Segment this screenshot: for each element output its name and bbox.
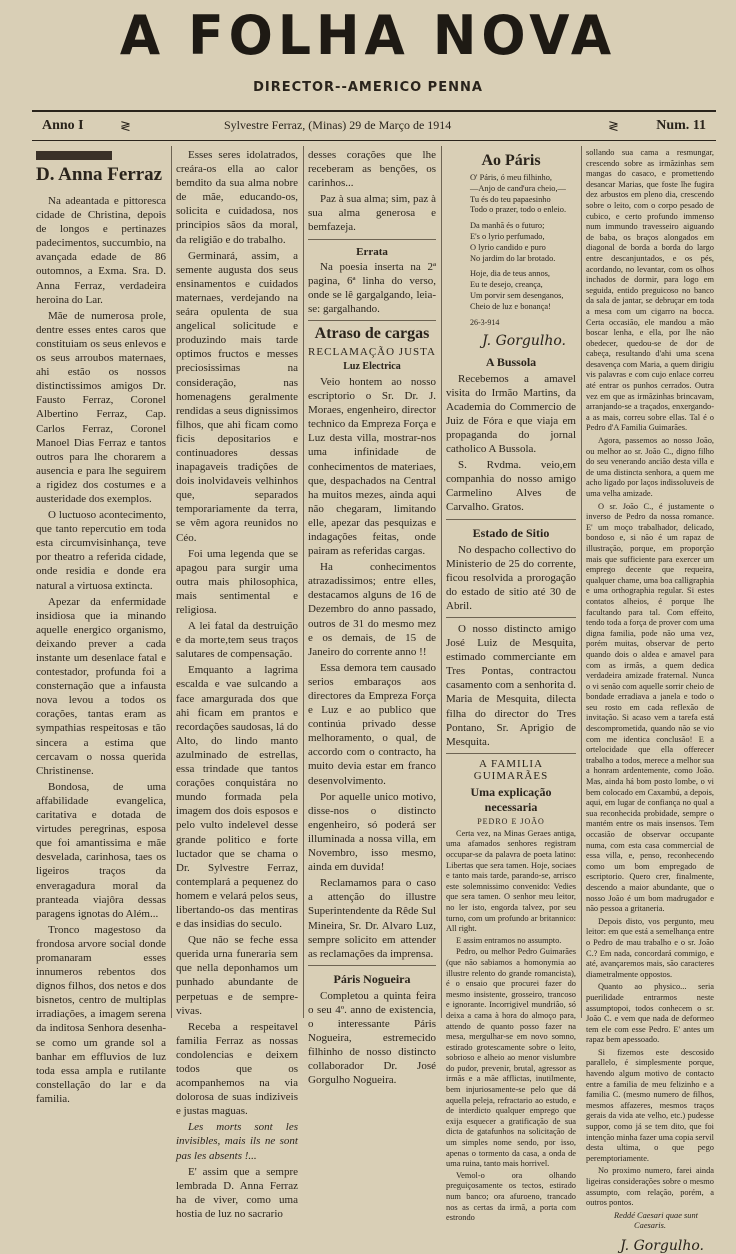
header-ornament	[36, 151, 112, 160]
column-2	[176, 148, 298, 1220]
divider	[308, 965, 436, 966]
paragraph: O sr. João C., é justamente o inverso de Pedro da nossa romance. E' um moço trabalhador, delicado, bondoso e, si não é um rapaz de illustração, porque, em proporção mais que sufficiente para exercer um emprego decente que requeira, qualquer chame, uma boa calligraphia e uma orthographia regular. Si estes contatos alheios, é porque lhe facultando para tal. Com effeito, tendo toda a força de prover com uma digna familia, pode não uma vez, porém muitas, observar de perto quando dois o aldea e amavel para com as irmãs, a quem dedica verdadeira amizade fraternal. Nunca o vi senão com aquelle sorrir cheio de bondade erradiava a janela e todo o seu rosto em cada reflexão de invitação. Si acaso vem a tarefa está descomprometida, quando não se vio com me identica conclusão! E a ortelocidade que ella offerecer trabalho a todos, merece a melhor sua a honram ardentemente, como João. Mas, ainda há bom posto lombe, o vi bem colocado em Caxambú, a depois, aqui, em lugar de confiança no qual a sua reconhecida probidade, sempre o mantém entre os mais insensos. Tem occasião de observar occupante numa, com esta casa commercial de essa villa, e, penso, reconhecendo como um bom empregado de escriptorio. Quero crer, finalmente, descendo a maior abundante, que o nosso João é um bom madrugador e não pessoa a gritaneria.	[586, 501, 714, 914]
heading-errata: Errata	[356, 245, 388, 258]
subheading-explicacao: Uma explicação necessaria	[470, 784, 552, 814]
paragraph: Foi uma legenda que se apagou para surgir uma outra mais philosophica, mais sentimental e religiosa.	[176, 547, 298, 616]
poem-stanza	[470, 173, 576, 216]
paragraph: Germinará, assim, a semente augusta dos seus ensinamentos e cuidados maternaes, verdejando na seára opulenta de sua angelical solicitude e produzindo mais tarde optimos fructos e messes preciosissimas na consideração, nas homenagens geralmente rendidas a seus dignissimos filhos, que ahi ficam como ficis depositarios e continuadores dessas inapagaveis tradições de dois inolvidaveis velhinhos que, separados temporariamente da terra, se vêm agora reunidos no Céo.	[176, 249, 298, 544]
info-bar	[34, 116, 714, 138]
heading-atraso-cargas: Atraso de cargas	[314, 324, 430, 342]
poem-line: Hoje, dia de teus annos,	[470, 269, 551, 279]
paragraph: Reclamamos para o caso a attenção do illustre Superintendente da Rêde Sul Mineira, Sr. Dr. Alvaro Luz, sempre solicito em attender as reclamações da imprensa.	[308, 877, 436, 960]
heading-familia-guimaraes: A FAMILIA GUIMARÃES	[473, 757, 549, 782]
paragraph: Na adeantada e pittoresca cidade de Christina, depois de longos e pertinazes padecimentos, succumbio, na avançada edade de 86 outomnos, a Exma. Sra. D. Anna Ferraz, verdadeira heroina do Lar.	[36, 195, 166, 306]
heading-estado-sitio: Estado de Sitio	[472, 525, 550, 540]
byline: PEDRO E JOÃO	[477, 816, 545, 826]
poem-line: Um porvir sem desenganos,	[470, 290, 564, 300]
paragraph: desses corações que lhe receberam as benções, os carinhos...	[308, 149, 436, 190]
volume-label: Anno I	[42, 118, 84, 133]
signature: J. Gorgulho.	[482, 332, 566, 349]
paragraph: Si fizemos este descosido parallelo, é simplesmente porque, havendo algum motivo de contacto entre a familia de meu felizinho e a familia C. (mesmo numero de filhos, mesmos affazeres, mesmos traços gerais da vida ate velho, etc.) pudesse suppor, como já se tem dito, que foi intenção minha fazer uma copia servil desta ultima, o que pego peremptoriamente.	[586, 1047, 714, 1163]
paragraph: Essa demora tem causado serios embaraços aos directores da Empreza Força e Luz e ao publico que continúa privado desse melhoramento, o qual, de accordo com o contracto, ha muito devia estar em franco desenvolvimento.	[308, 661, 436, 787]
paragraph: Completou a quinta feira o seu 4º. anno de existencia, o interessante Páris Nogueira, estremecido filhinho de nosso distincto collaborador Dr. José Gorgulho Nogueira.	[308, 989, 436, 1087]
poem-line: Eu te desejo, creança,	[470, 280, 543, 290]
poem-line: E's o lyrio perfumado,	[470, 231, 545, 241]
divider	[308, 320, 436, 321]
subheading-reclamacao: RECLAMAÇÃO JUSTA	[308, 345, 436, 358]
paragraph: Recebemos a amavel visita do Irmão Martins, da Academia do Commercio de Juiz de Fóra e que viaja em propaganda do jornal catholico A Bussola.	[446, 372, 576, 456]
column-4	[446, 148, 576, 1223]
paragraph: Quanto ao physico... seria puerilidade entrarmos neste assumptopoi, todos conhecem o sr. João C. e vem que nada de deformeo tem ele com esse Pedro. E' antes um rapaz bem apessoado.	[586, 982, 714, 1045]
divider	[446, 519, 576, 520]
paragraph: S. Rvdma. veio,em companhia do nosso amigo Carmelino Alves de Carvalho. Gratos.	[446, 459, 576, 514]
paragraph: Vemol-o ora olhando preguiçosamente os tectos, estirado num banco; ora afuroeno, trancado nos as certas da irmã, a porta com estrondo	[446, 1170, 576, 1223]
column-rule	[171, 146, 172, 1018]
paragraph: Depois disto, vos pergunto, meu leitor: em que está a semelhança entre o Pedro de mau trabalho e o sr. João C.? Em nada, concordará commigo, e até, avançaremos mais, são caracteres diametralmente oppostos.	[586, 916, 714, 979]
heading-ao-paris: Ao Páris	[481, 152, 541, 169]
paragraph: E' assim que a sempre lembrada D. Anna Ferraz ha de viver, como uma hostia de luz no sacrario	[176, 1165, 298, 1220]
paragraph: Na poesia inserta na 2ª pagina, 6ª linha do verso, onde se lê gargalgando, leia-se: gargalhando.	[308, 260, 436, 315]
paragraph: Veio hontem ao nosso escriptorio o Sr. Dr. J. Moraes, engenheiro, director technico da Empreza Força e Luz desta villa, mostrar-nos uma infinidade de conhecimentos de materiaes, que, despachados na Central ha muitos mezes, ainda aqui não chegaram, limitando elle, apezar das pesquizas e indagações feitas, onde pairam as referidas cargas.	[308, 375, 436, 558]
paragraph: Por aquelle unico motivo, disse-nos o distincto engenheiro, só poderá ser illuminada a nossa villa, em Novembro, isso mesmo, ainda em duvida!	[308, 790, 436, 874]
divider	[446, 753, 576, 754]
paragraph: Emquanto a lagrima escalda e vae sulcando a face amargurada dos que ahi ficam em prantos e recordações saudosas, lá do Alto, do lindo manto azulminado de estrellas, essa trindade que tantos corações conquistára no mundo formada pela imagem dos dois esposos e pelo vulto indelevel desse grande politico e forte luctador que se chama o Dr. Sylvestre Ferraz, contemplará a pequenez do homem e velará pelos seus, libertando-os das mentiras e das insidias do seculo.	[176, 664, 298, 931]
paragraph: Tronco magestoso da frondosa arvore social donde promanaram esses innumeros rebentos dos dignos filhos, dos netos e dos bisnetos, centro de multiplas irradiações, a imagem serena da inditosa Senhora desenha-se como um grande sol a banhar em effluvios de luz toda essa ampla e rutilante constellação do lar e da familia.	[36, 923, 166, 1105]
poem-line: Cheio de luz e bonança!	[470, 301, 551, 311]
issue-number: Num. 11	[656, 118, 706, 133]
heading-paris-nogueira: Páris Nogueira	[333, 971, 411, 986]
column-rule	[303, 146, 304, 1018]
paragraph: Que não se feche essa querida urna funeraria sem que nella deponhamos um punhado abundante de perpetuas e de sempre-vivas.	[176, 934, 298, 1017]
poem-line: Tu és do teu papaesinho	[470, 194, 551, 204]
paragraph: sollando sua cama a resmungar, crescendo sobre as irmãzinhas sem mangas do casaco, e promettendo desancar Marias, que foste lhe fugira dez arbustos em pleno dia, crescendo sobre o leito, com o corpo pesado de cubico, e certo profundo immenso num immundo travesseiro aiguando de baba, os braços alongados em diagonal de borda a borda do largo entre descanjuntados, e os pés, acordando, no levantar, com os olhos inchados de dormir, para logo em seguida, entido preguicoso no banco da sala de jantar, se debruçar em toda a mesa com um cigarro na bocca. Certa occasião, ele mandou a mão boscar lenha, e ella, por lhe não obedecer, quedou-se de dor de cabeça, resultando d'ahi uma scena desavença com Maria, a quem dirigiu vis palavras e com cujo enlace correu até entrar os punhos cerrados. Outra vez em que as irmãzinhas brincavam, arranjando-se a traçados, enxergando-a as mais, correu sobre ellas. Tal é o Pedro d'A Familia Guimarães.	[586, 148, 714, 433]
director-line: DIRECTOR--AMERICO PENNA	[253, 80, 483, 95]
paragraph: Ha conhecimentos atrazadissimos; entre elles, destacamos alguns de 16 de Dezembro do anno passado, outros de 31 do mesmo mez e os demais, de 15 de Janeiro do corrente anno !!	[308, 561, 436, 658]
paragraph: Apezar da enfermidade insidiosa que ia minando aquelle energico organismo, deixando prever a cada instante um desenlace fatal e contestador, profunda foi a consternação que a infausta nova levou a todos os corações, tantas eram as sympathias respeitosas e tão sincera a estima que cercavam o nossa querida Christinense.	[36, 595, 166, 777]
info-rule	[32, 140, 716, 141]
column-5	[586, 148, 714, 1254]
paragraph: Receba a respeitavel familia Ferraz as nossas condolencias e deixem todos que os acompanhemos na via dolorosa de suas indiziveis e justas maguas.	[176, 1020, 298, 1118]
column-3	[308, 148, 436, 1087]
paragraph: Certa vez, na Minas Geraes antiga, uma afamados senhores registram occupar-se da palavra de poeta latino: Libertas que sera tamen. Hoje, sociaes e tanto mais tarde, parando-se, arrisco este solemnissimo convenido: Vedies que sera tamen. O senhor meu leitor, no ler isto, engorda talvez, por seu turno, com um profundo ar britannico: All right.	[446, 828, 576, 934]
paragraph: Agora, passemos ao nosso João, ou melhor ao sr. João C., digno filho do seu venerando ancião desta villa e de uma distincta senhora, a quem me acho ligado por laços indissoluveis de uma velha amizade.	[586, 436, 714, 498]
paragraph: Mãe de numerosa prole, dentre esses entes caros que constituiam os seus enlevos e os seus arroubos maternaes, ahi estão os nossos distinctissimos amigos Dr. Fausto Ferraz, Coronel Albertino Ferraz, Cap. Carlos Ferraz, Coronel Manoel Dias Ferraz e tantos outros para lhe chorarem a ausencia e para lhe seguirem a rigidez dos costumes e a austeridade dos exemplos.	[36, 309, 166, 505]
paragraph: O nosso distincto amigo José Luiz de Mesquita, estimado commerciante em Tres Pontas, contractou casamento com a senhorita d. Maria de Mesquita, dilecta filha do director do Tres Pontano, Sr. Aprigio de Mesquita.	[446, 622, 576, 748]
poem-stanza	[470, 269, 576, 312]
top-rule	[32, 110, 716, 112]
closing-quote: Reddé Caesari quae sunt Caesaris.	[614, 1210, 698, 1231]
column-rule	[441, 146, 442, 1018]
paragraph: Paz à sua alma; sim, paz à sua alma generosa e bemfazeja.	[308, 193, 436, 234]
divider	[308, 239, 436, 240]
column-rule	[581, 146, 582, 1018]
newspaper-title: A FOLHA NOVA	[119, 4, 617, 68]
poem-line: Todo o prazer, todo o enleio.	[470, 205, 567, 215]
poem-line: O' Páris, ó meu filhinho,	[470, 173, 552, 182]
paragraph: Pedro, ou melhor Pedro Guimarães (que não sabiamos a homonymia ao illustre relento do grande romancista), é o ensaio que procurei fazer do mesmo insistente, grosseiro, trancoso e ignorante. Incorrigivel mundrião, só deixa a cama à hora do almoço para, attendo de quanto posso fazer na mesa, mergulhar-se em novo somno, estirado grotescamente sobre o leito, sobrioso e alheio ao menor vislumbre do pudor, prevenir, brutal, agressor as irmãs e a mãe afflictas, inutilmente, bem injuriosamente-se pelo que dá aquella peleja, refractario ao estudo, e de interdicto qualquer emprego que exija esquecer a gratificação de sua dicta de gatafunhos na solicitação de um simples nome sendo, por isso, apenas o tormento da casa, a onda de uma ruina, tanto mais horrivel.	[446, 947, 576, 1169]
ornament-left: ≷	[120, 118, 131, 133]
paragraph: Bondosa, de uma affabilidade evangelica, caritativa e dotada de virtudes peregrinas, esposa que foi amantissima e mãe desvelada, carinhosa, taes os ligeiros traços da enveragadura moral da pranteada viajôra dessas paragens ignotas do Além...	[36, 780, 166, 920]
paragraph: E assim entramos no assumpto.	[456, 935, 562, 945]
paragraph: A lei fatal da destruição e da morte,tem seus traços salutares de compensação.	[176, 620, 298, 661]
paragraph: No proximo numero, farei ainda ligeiras considerações sobre o mesmo assumpto, com relação, porém, a outros pontos.	[586, 1166, 714, 1208]
poem-date: 26-3-914	[470, 317, 500, 327]
subheading-luz: Luz Electrica	[343, 360, 401, 372]
masthead	[0, 0, 736, 132]
dateline: Sylvestre Ferraz, (Minas) 29 de Março de 1914	[224, 118, 452, 132]
ornament-right: ≷	[608, 118, 619, 133]
poem-line: No jardim do lar brotado.	[470, 253, 556, 263]
poem-line: Da manhã és o futuro;	[470, 221, 545, 231]
poem-stanza	[470, 221, 576, 264]
poem-line: O lyrio candido e puro	[470, 242, 546, 252]
divider	[446, 617, 576, 618]
article-title-anna-ferraz: D. Anna Ferraz	[36, 164, 163, 185]
signature: J. Gorgulho.	[620, 1237, 704, 1254]
quote-paragraph: Les morts sont les invisibles, mais ils ne sont pas les absents !...	[176, 1121, 298, 1162]
paragraph: O luctuoso acontecimento, que tanto repercutio em toda esta circumvisinhança, teve por theatro a referida cidade, onde residia e donde era natural a virtuosa extincta.	[36, 509, 166, 592]
heading-bussola: A Bussola	[485, 354, 537, 369]
column-1	[36, 148, 166, 1105]
paragraph: No despacho collectivo do Ministerio de 25 do corrente, ficou resolvida a prorogação do estado de sitio até 30 de Abril.	[446, 543, 576, 612]
poem	[470, 173, 576, 313]
poem-line: —Anjo de cand'ura cheio,—	[470, 183, 566, 193]
paragraph: Esses seres idolatrados, creára-os ella ao calor bemdito da sua alma nobre de mãe, educando-os, solicita e cuidadosa, nos principios sãos da moral, da religião e do trabalho.	[176, 149, 298, 246]
